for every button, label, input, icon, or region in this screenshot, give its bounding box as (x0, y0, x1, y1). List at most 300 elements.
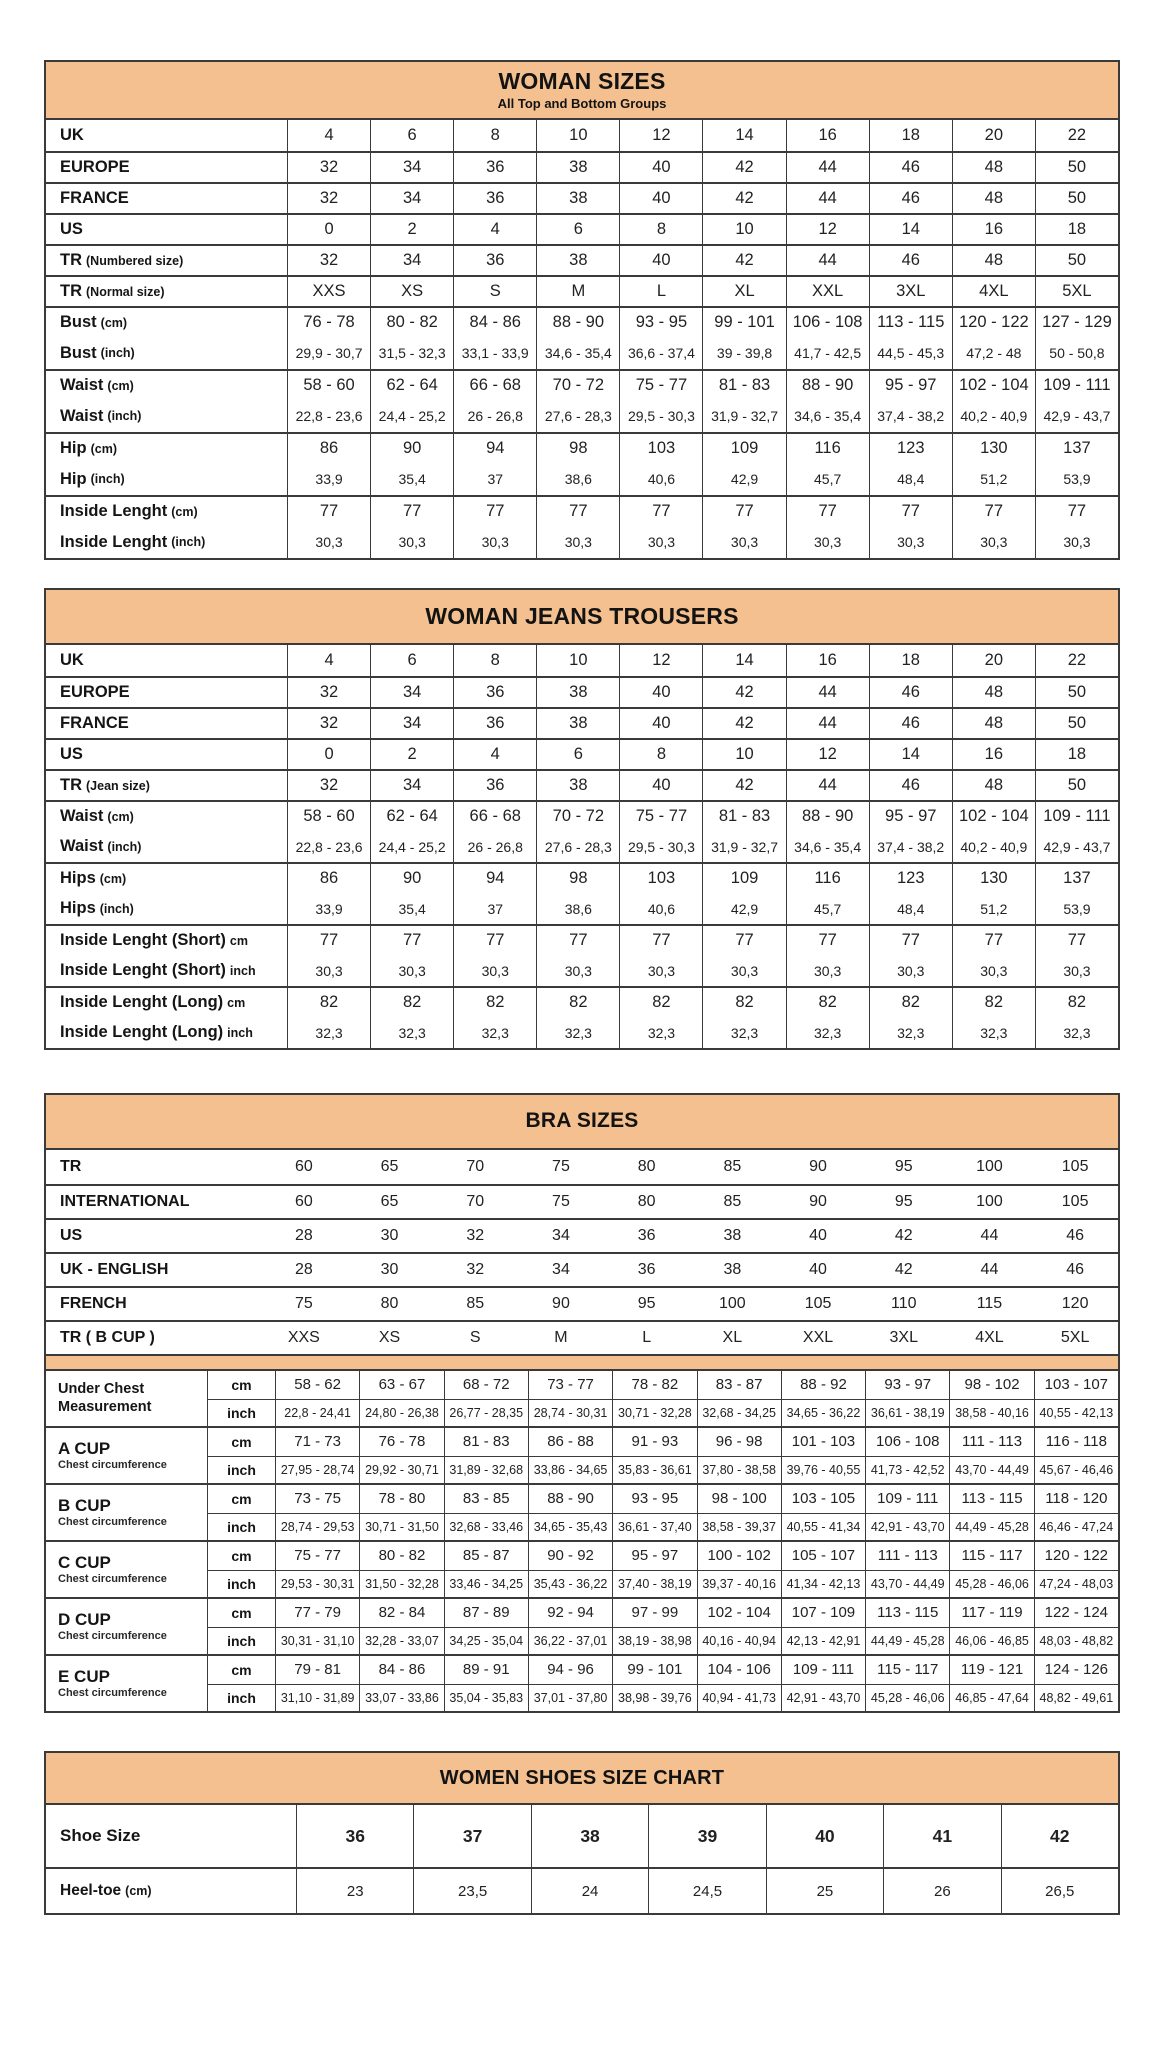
table-cell: 98 (536, 864, 619, 893)
table-cell: 83 - 87 (697, 1371, 781, 1399)
table-cell: 34 (552, 1261, 570, 1278)
table-cell: 113 - 115 (949, 1485, 1033, 1513)
bra-cup-group (46, 1483, 1118, 1540)
table-cell: 103 - 105 (781, 1485, 865, 1513)
table-cell: 4XL (975, 1329, 1004, 1346)
table-cell: 39 - 39,8 (702, 338, 785, 370)
table-cell: 10 (536, 645, 619, 676)
table-cell: 39,76 - 40,55 (781, 1456, 865, 1484)
table-cell: 77 (619, 926, 702, 955)
table-row (46, 1867, 1118, 1913)
table-cell: 31,9 - 32,7 (702, 401, 785, 433)
table-cell: 42,9 - 43,7 (1035, 401, 1118, 433)
table-cell: 42,9 (702, 893, 785, 924)
table-cell: 18 (1035, 215, 1118, 244)
table-cell: 40,55 - 42,13 (1034, 1399, 1118, 1427)
table-cell: 10 (536, 120, 619, 151)
table-cell: 34 (370, 184, 453, 213)
unit-label: inch (207, 1627, 275, 1655)
table-cell: 0 (287, 215, 370, 244)
table-cell: 47,2 - 48 (952, 338, 1035, 370)
table-cell: 109 - 111 (1035, 802, 1118, 831)
table-cell: 77 (952, 497, 1035, 527)
row-label: TR (Jean size) (60, 776, 150, 794)
table-cell: 100 (976, 1158, 1003, 1175)
table-cell: M (536, 277, 619, 306)
table-cell: 32,3 (453, 1017, 536, 1048)
table-cell: 109 - 111 (865, 1485, 949, 1513)
table-cell: 118 - 120 (1034, 1485, 1118, 1513)
table-cell: 120 (1061, 1295, 1089, 1312)
table-cell: 117 - 119 (949, 1599, 1033, 1627)
table-cell: 42,91 - 43,70 (865, 1513, 949, 1541)
table-cell: 77 (702, 497, 785, 527)
table-cell: 77 (786, 497, 869, 527)
cup-label: E CUP Chest circumference (58, 1666, 167, 1700)
table-cell: 50 (1035, 678, 1118, 707)
row-label: Bust (cm) (60, 313, 128, 332)
bra-cup-group (46, 1654, 1118, 1711)
table-cell: 30,3 (619, 527, 702, 559)
table-cell: 34 (370, 678, 453, 707)
table-cell: 35,04 - 35,83 (444, 1684, 528, 1712)
table-cell: 31,9 - 32,7 (702, 831, 785, 862)
table-cell: 20 (952, 645, 1035, 676)
table-cell: 70 (466, 1193, 485, 1210)
table-cell: 66 - 68 (453, 371, 536, 401)
row-label: Waist (inch) (60, 406, 142, 425)
table-cell: 94 (453, 434, 536, 464)
table-cell: 10 (702, 740, 785, 769)
table-cell: M (554, 1329, 568, 1346)
table-title: WOMAN SIZES (498, 68, 666, 95)
table-cell: 44 (980, 1261, 999, 1278)
table-cell: 8 (619, 740, 702, 769)
table-cell: 111 - 113 (865, 1542, 949, 1570)
table-cell: 14 (702, 120, 785, 151)
table-cell: 30,3 (952, 527, 1035, 559)
table-cell: 78 - 80 (359, 1485, 443, 1513)
women-shoes-header (46, 1753, 1118, 1805)
table-cell: 73 - 77 (528, 1371, 612, 1399)
table-cell: 27,6 - 28,3 (536, 831, 619, 862)
table-cell: 40 (619, 678, 702, 707)
table-cell: 100 (976, 1193, 1003, 1210)
table-cell: 22 (1035, 120, 1118, 151)
table-cell: 33,07 - 33,86 (359, 1684, 443, 1712)
table-cell: 44 (786, 678, 869, 707)
table-cell: 36,22 - 37,01 (528, 1627, 612, 1655)
table-cell: 41,34 - 42,13 (781, 1570, 865, 1598)
table-cell: 30,31 - 31,10 (275, 1627, 359, 1655)
table-cell: 4XL (952, 277, 1035, 306)
table-cell: 30,3 (786, 955, 869, 986)
table-cell: 36 (296, 1805, 413, 1867)
table-cell: 91 - 93 (612, 1428, 696, 1456)
women-shoes-table (44, 1751, 1120, 1915)
row-label: EUROPE (60, 683, 130, 701)
table-cell: 23,5 (413, 1869, 530, 1913)
row-label: Bust (inch) (60, 343, 135, 362)
table-cell: 38 (536, 678, 619, 707)
table-cell: 30,3 (287, 955, 370, 986)
table-cell: 0 (287, 740, 370, 769)
table-cell: 137 (1035, 864, 1118, 893)
table-cell: 83 - 85 (444, 1485, 528, 1513)
table-cell: 40,2 - 40,9 (952, 831, 1035, 862)
table-cell: 32,3 (287, 1017, 370, 1048)
table-row (46, 275, 1118, 306)
table-cell: 80 - 82 (370, 308, 453, 338)
table-row (46, 955, 1118, 986)
table-cell: 28,74 - 30,31 (528, 1399, 612, 1427)
table-cell: 109 - 111 (1035, 371, 1118, 401)
table-cell: 38,6 (536, 464, 619, 496)
table-cell: 50 - 50,8 (1035, 338, 1118, 370)
table-cell: 30,3 (370, 527, 453, 559)
table-cell: 122 - 124 (1034, 1599, 1118, 1627)
table-cell: 30 (380, 1261, 399, 1278)
unit-label: inch (207, 1399, 275, 1427)
row-label: FRENCH (60, 1295, 127, 1312)
table-cell: 24 (531, 1869, 648, 1913)
table-cell: 44 (786, 184, 869, 213)
table-cell: 92 - 94 (528, 1599, 612, 1627)
table-cell: 97 - 99 (612, 1599, 696, 1627)
table-cell: 105 (1061, 1193, 1089, 1210)
table-cell: 29,5 - 30,3 (619, 401, 702, 433)
table-cell: 42,13 - 42,91 (781, 1627, 865, 1655)
table-cell: 28 (294, 1227, 313, 1244)
table-cell: 48,82 - 49,61 (1034, 1684, 1118, 1712)
table-cell: 77 (869, 926, 952, 955)
table-cell: 96 - 98 (697, 1428, 781, 1456)
table-cell: 34 (370, 771, 453, 800)
table-cell: 100 - 102 (697, 1542, 781, 1570)
table-cell: 38,6 (536, 893, 619, 924)
table-cell: 12 (786, 215, 869, 244)
table-cell: 36 (637, 1227, 656, 1244)
table-cell: 30,3 (786, 527, 869, 559)
table-cell: 46 (869, 153, 952, 182)
table-row (46, 862, 1118, 893)
table-cell: 39,37 - 40,16 (697, 1570, 781, 1598)
table-cell: 34,6 - 35,4 (786, 401, 869, 433)
table-cell: 18 (1035, 740, 1118, 769)
table-row (46, 338, 1118, 370)
table-cell: 90 (552, 1295, 570, 1312)
table-cell: 86 - 88 (528, 1428, 612, 1456)
table-cell: 44 (786, 246, 869, 275)
table-cell: 123 (869, 864, 952, 893)
row-label: Hip (cm) (60, 439, 117, 458)
unit-label: cm (207, 1371, 275, 1399)
table-row (46, 369, 1118, 401)
table-cell: 80 (380, 1295, 399, 1312)
table-cell: 36 (453, 153, 536, 182)
table-cell: 40 (619, 153, 702, 182)
table-cell: 32,3 (786, 1017, 869, 1048)
table-row (46, 707, 1118, 738)
table-cell: 48,4 (869, 893, 952, 924)
bra-sizes-header (46, 1095, 1118, 1150)
table-cell: 12 (786, 740, 869, 769)
table-cell: 95 (894, 1193, 913, 1210)
row-label: EUROPE (60, 158, 130, 176)
table-cell: 32 (466, 1261, 485, 1278)
table-cell: 123 (869, 434, 952, 464)
woman-sizes-grid (46, 120, 1118, 558)
table-cell: 82 (702, 988, 785, 1017)
row-label: US (60, 745, 83, 763)
table-cell: 12 (619, 120, 702, 151)
table-cell: 90 - 92 (528, 1542, 612, 1570)
table-cell: 36 (453, 709, 536, 738)
table-cell: 45,67 - 46,46 (1034, 1456, 1118, 1484)
table-cell: 95 - 97 (869, 802, 952, 831)
table-cell: 40,94 - 41,73 (697, 1684, 781, 1712)
table-cell: 34,25 - 35,04 (444, 1627, 528, 1655)
table-cell: 34,65 - 36,22 (781, 1399, 865, 1427)
table-cell: 46 (869, 246, 952, 275)
table-row (46, 738, 1118, 769)
table-row (46, 527, 1118, 559)
table-cell: 36 (637, 1261, 656, 1278)
table-cell: 8 (453, 645, 536, 676)
table-row (46, 924, 1118, 955)
table-cell: 94 (453, 864, 536, 893)
table-cell: 30 (380, 1227, 399, 1244)
table-cell: 45,7 (786, 893, 869, 924)
table-cell: 42 (894, 1227, 913, 1244)
table-cell: 80 (637, 1193, 656, 1210)
table-cell: 8 (619, 215, 702, 244)
table-cell: 48,03 - 48,82 (1034, 1627, 1118, 1655)
table-cell: 94 - 96 (528, 1656, 612, 1684)
table-cell: 46 (869, 678, 952, 707)
table-cell: 32,68 - 33,46 (444, 1513, 528, 1541)
table-cell: 82 (536, 988, 619, 1017)
table-cell: 103 (619, 434, 702, 464)
bra-section-divider (46, 1354, 1118, 1369)
table-cell: 110 (890, 1295, 917, 1312)
table-cell: 95 (637, 1295, 656, 1312)
table-cell: 75 - 77 (619, 371, 702, 401)
woman-sizes-table (44, 60, 1120, 560)
table-cell: 98 - 100 (697, 1485, 781, 1513)
table-row (46, 306, 1118, 338)
table-cell: 77 (1035, 497, 1118, 527)
table-cell: 42,91 - 43,70 (781, 1684, 865, 1712)
table-cell: 44 (786, 771, 869, 800)
table-cell: 103 (619, 864, 702, 893)
woman-jeans-header (46, 590, 1118, 645)
table-cell: 98 - 102 (949, 1371, 1033, 1399)
table-cell: 93 - 95 (612, 1485, 696, 1513)
bra-cup-group (46, 1371, 1118, 1426)
table-cell: 40 (809, 1261, 827, 1278)
table-cell: 80 (637, 1158, 656, 1175)
unit-label: inch (207, 1456, 275, 1484)
table-cell: 37 (453, 464, 536, 496)
table-cell: 41,73 - 42,52 (865, 1456, 949, 1484)
table-cell: 102 - 104 (697, 1599, 781, 1627)
table-cell: 51,2 (952, 893, 1035, 924)
table-cell: 29,92 - 30,71 (359, 1456, 443, 1484)
table-cell: 137 (1035, 434, 1118, 464)
table-cell: 4 (287, 120, 370, 151)
table-cell: 30,71 - 32,28 (612, 1399, 696, 1427)
table-cell: 75 - 77 (275, 1542, 359, 1570)
table-cell: 22 (1035, 645, 1118, 676)
table-cell: 37,40 - 38,19 (612, 1570, 696, 1598)
table-cell: 100 (718, 1295, 746, 1312)
table-cell: 75 (552, 1158, 570, 1175)
table-cell: 77 (370, 497, 453, 527)
table-cell: 77 (536, 926, 619, 955)
table-cell: 45,7 (786, 464, 869, 496)
bra-cup-measurements-grid (46, 1369, 1118, 1711)
table-cell: 106 - 108 (786, 308, 869, 338)
table-cell: 41,7 - 42,5 (786, 338, 869, 370)
bra-band-sizes-grid (46, 1150, 1118, 1354)
table-cell: 88 - 90 (528, 1485, 612, 1513)
table-cell: 31,5 - 32,3 (370, 338, 453, 370)
table-cell: 4 (453, 215, 536, 244)
row-label: Waist (inch) (60, 837, 142, 855)
table-cell: 109 - 111 (781, 1656, 865, 1684)
table-cell: 50 (1035, 184, 1118, 213)
table-row (46, 1805, 1118, 1867)
table-cell: 89 - 91 (444, 1656, 528, 1684)
table-cell: 16 (952, 215, 1035, 244)
table-cell: 77 (1035, 926, 1118, 955)
table-cell: 65 (380, 1158, 399, 1175)
table-cell: 2 (370, 215, 453, 244)
table-cell: 63 - 67 (359, 1371, 443, 1399)
row-label: UK (60, 126, 84, 144)
row-label: TR ( B CUP ) (60, 1329, 155, 1346)
table-cell: 50 (1035, 709, 1118, 738)
table-cell: 81 - 83 (702, 802, 785, 831)
table-cell: 44,5 - 45,3 (869, 338, 952, 370)
table-cell: 30,3 (536, 527, 619, 559)
table-cell: 42 (1001, 1805, 1118, 1867)
table-cell: 113 - 115 (865, 1599, 949, 1627)
unit-label: cm (207, 1428, 275, 1456)
table-cell: 50 (1035, 246, 1118, 275)
table-cell: 6 (370, 120, 453, 151)
table-cell: 35,43 - 36,22 (528, 1570, 612, 1598)
table-cell: 38,58 - 40,16 (949, 1399, 1033, 1427)
row-label: UK - ENGLISH (60, 1261, 169, 1278)
table-cell: 32,28 - 33,07 (359, 1627, 443, 1655)
table-cell: 81 - 83 (444, 1428, 528, 1456)
table-cell: 32 (287, 771, 370, 800)
table-cell: 38 (723, 1227, 742, 1244)
table-cell: 40,6 (619, 893, 702, 924)
table-cell: 16 (952, 740, 1035, 769)
table-cell: 46 (869, 709, 952, 738)
table-cell: 23 (296, 1869, 413, 1913)
women-shoes-grid (46, 1805, 1118, 1913)
table-cell: 38 (536, 709, 619, 738)
table-cell: 45,28 - 46,06 (865, 1684, 949, 1712)
table-cell: 44,49 - 45,28 (949, 1513, 1033, 1541)
table-cell: 90 (809, 1193, 827, 1210)
table-cell: 88 - 90 (786, 802, 869, 831)
table-cell: 36 (453, 246, 536, 275)
table-row (46, 676, 1118, 707)
table-cell: 18 (869, 645, 952, 676)
table-cell: 44 (786, 709, 869, 738)
table-cell: 16 (786, 120, 869, 151)
table-cell: 35,83 - 36,61 (612, 1456, 696, 1484)
table-cell: 4 (287, 645, 370, 676)
table-cell: 106 - 108 (865, 1428, 949, 1456)
table-cell: 34 (370, 153, 453, 182)
table-cell: 82 (453, 988, 536, 1017)
bra-cup-group (46, 1426, 1118, 1483)
table-cell: 104 - 106 (697, 1656, 781, 1684)
table-cell: 30,71 - 31,50 (359, 1513, 443, 1541)
table-cell: 48 (952, 771, 1035, 800)
table-row (46, 151, 1118, 182)
table-cell: 75 - 77 (619, 802, 702, 831)
table-cell: 68 - 72 (444, 1371, 528, 1399)
unit-label: inch (207, 1513, 275, 1541)
table-cell: 47,24 - 48,03 (1034, 1570, 1118, 1598)
row-label: Hips (cm) (60, 869, 127, 887)
table-cell: 116 - 118 (1034, 1428, 1118, 1456)
table-cell: 33,86 - 34,65 (528, 1456, 612, 1484)
row-label: TR (Numbered size) (60, 251, 184, 269)
row-label: Inside Lenght (Long) inch (60, 1023, 253, 1041)
table-cell: 71 - 73 (275, 1428, 359, 1456)
table-cell: 34 (370, 246, 453, 275)
table-cell: 2 (370, 740, 453, 769)
table-cell: 26 - 26,8 (453, 831, 536, 862)
table-cell: 16 (786, 645, 869, 676)
table-cell: 98 (536, 434, 619, 464)
table-cell: 85 - 87 (444, 1542, 528, 1570)
table-cell: 22,8 - 23,6 (287, 401, 370, 433)
table-cell: 30,3 (869, 955, 952, 986)
table-cell: 34,65 - 35,43 (528, 1513, 612, 1541)
table-cell: 3XL (889, 1329, 918, 1346)
table-cell: 32,3 (536, 1017, 619, 1048)
table-cell: 120 - 122 (952, 308, 1035, 338)
table-cell: 48,4 (869, 464, 952, 496)
bra-cup-group (46, 1597, 1118, 1654)
woman-sizes-header (46, 62, 1118, 120)
table-cell: XXS (287, 1329, 320, 1346)
table-cell: 127 - 129 (1035, 308, 1118, 338)
table-cell: 34,6 - 35,4 (786, 831, 869, 862)
table-cell: 34 (370, 709, 453, 738)
table-cell: 32 (287, 678, 370, 707)
table-cell: 40 (619, 246, 702, 275)
table-cell: 80 - 82 (359, 1542, 443, 1570)
table-cell: 36 (453, 184, 536, 213)
table-cell: 42,9 (702, 464, 785, 496)
table-cell: 88 - 90 (786, 371, 869, 401)
table-cell: 26 - 26,8 (453, 401, 536, 433)
table-cell: 88 - 90 (536, 308, 619, 338)
row-label: FRANCE (60, 189, 129, 207)
table-cell: 30,3 (453, 527, 536, 559)
table-cell: 41 (883, 1805, 1000, 1867)
